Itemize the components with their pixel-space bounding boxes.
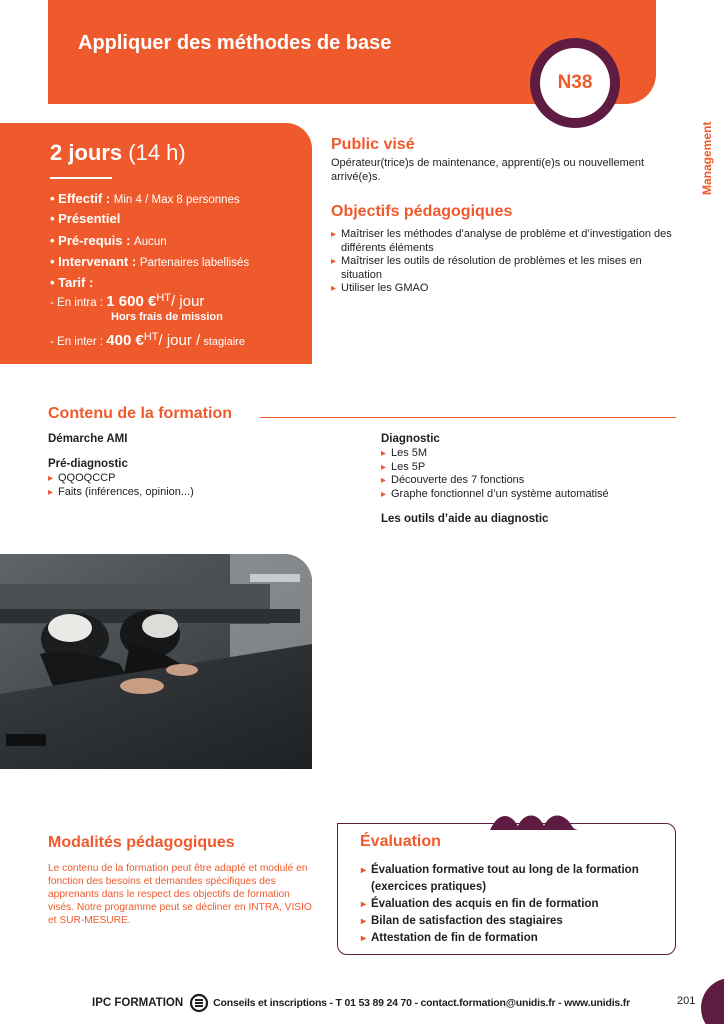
list-item: ▸ Les 5M [381,447,676,461]
modalites-heading: Modalités pédagogiques [48,834,235,851]
info-intervenant: • Intervenant : Partenaires labellisés [50,254,250,269]
list-item: ▸ QQOQCCP [48,472,308,486]
pre-diagnostic: Pré-diagnostic [48,458,128,470]
ipc-logo-icon [189,993,209,1013]
diagnostic-title: Diagnostic [381,433,440,445]
public-text: Opérateur(trice)s de maintenance, apprenti(e)s ou nouvellement arrivé(e)s. [331,157,645,183]
demarche-ami: Démarche AMI [48,433,128,445]
page-corner-ornament [701,978,724,1024]
info-tarif: • Tarif : [50,275,94,290]
duration-days: 2 jours [50,140,123,165]
wave-ornament [490,808,580,830]
course-info-box [0,123,312,364]
list-item: ▸ Évaluation formative tout au long de la formation (exercices pratiques) [361,862,661,896]
duration-hours: (14 h) [128,140,186,165]
footer-contact: Conseils et inscriptions - T 01 53 89 24 70 - contact.formation@unidis.fr - www.unidis.fr [213,997,630,1009]
info-prerequis: • Pré-requis : Aucun [50,233,167,248]
info-effectif: • Effectif : Min 4 / Max 8 personnes [50,191,240,206]
footer [92,993,630,1013]
price-intra: - En intra : 1 600 €$^{HT}$/ jour [50,292,205,310]
list-item: ▸ Bilan de satisfaction des stagiaires [361,913,661,930]
price-intra-note: Hors frais de mission [111,311,223,323]
evaluation-heading: Évaluation [360,833,441,850]
info-presentiel: • Présentiel [50,211,121,226]
objectifs-list [331,228,676,296]
pre-diagnostic-list [48,472,308,499]
evaluation-list [361,862,661,947]
price-inter: - En inter : 400 €$^{HT}$/ jour / stagiaire [50,331,245,349]
list-item: ▸ Attestation de fin de formation [361,930,661,947]
page-title: Appliquer des méthodes de base [78,32,392,54]
list-item: ▸ Utiliser les GMAO [331,282,676,296]
contenu-heading: Contenu de la formation [48,405,232,422]
list-item: ▸ Découverte des 7 fonctions [381,474,676,488]
public-heading: Public visé [331,136,415,153]
duration [50,140,186,166]
list-item: ▸ Maîtriser les outils de résolution de problèmes et les mises en situation [331,255,676,282]
contenu-divider [260,417,676,418]
list-item: ▸ Maîtriser les méthodes d’analyse de problème et d’investigation des différents éléments [331,228,676,255]
footer-brand: IPC FORMATION [92,997,184,1009]
list-item: ▸ Évaluation des acquis en fin de formation [361,896,661,913]
diagnostic-list [381,447,676,501]
category-label: Management [700,121,714,195]
objectifs-heading: Objectifs pédagogiques [331,203,513,220]
list-item: ▸ Faits (inférences, opinion...) [48,486,308,500]
course-code-badge [530,38,620,128]
course-code: N38 [540,48,610,118]
list-item: ▸ Graphe fonctionnel d’un système automatisé [381,488,676,502]
modalites-text: Le contenu de la formation peut être adapté et modulé en fonction des besoins et demandes spécifiques des apprenants dans le respect des objectifs de formation visés. Notre programme peut se décliner en INTRA, VISIO et SUR-MESURE. [48,863,312,926]
photo-illustration [0,554,312,769]
duration-divider [50,177,112,179]
page-number: 201 [677,995,696,1007]
workshop-photo [0,554,312,769]
list-item: ▸ Les 5P [381,461,676,475]
outils-title: Les outils d’aide au diagnostic [381,513,549,525]
